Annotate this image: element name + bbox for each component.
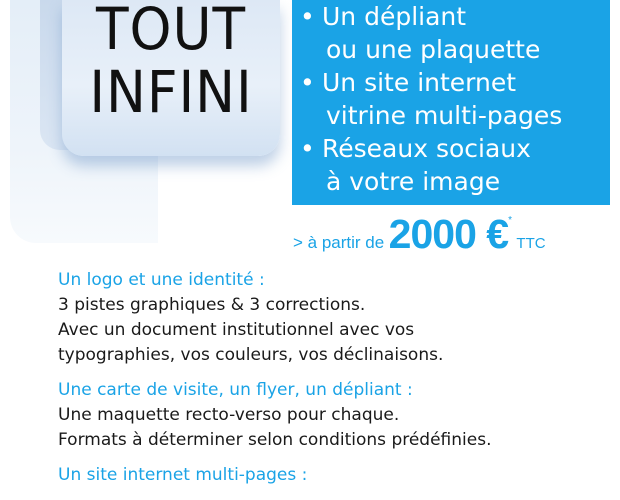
price-amount: 2000 € bbox=[388, 211, 509, 257]
offer-item bbox=[300, 132, 562, 165]
offer-item-line2: vitrine multi-pages bbox=[326, 101, 563, 130]
offer-item bbox=[300, 66, 562, 99]
offer-item-line1: Réseaux sociaux bbox=[322, 134, 531, 163]
section-print bbox=[58, 378, 618, 453]
price-suffix: TTC bbox=[516, 235, 546, 252]
box-title-line1: TOUT bbox=[96, 0, 246, 63]
offer-list bbox=[300, 0, 562, 198]
offer-panel bbox=[292, 0, 610, 205]
offer-item-continued bbox=[300, 33, 562, 66]
bullet-icon: • bbox=[300, 134, 315, 163]
price-prefix: > à partir de bbox=[293, 233, 385, 252]
section-line: Avec un document institutionnel avec vos bbox=[58, 320, 415, 340]
section-line: Formats à déterminer selon conditions prédéfinies. bbox=[58, 430, 492, 450]
price-asterisk: * bbox=[508, 215, 512, 226]
price-line bbox=[293, 211, 611, 258]
offer-item-continued bbox=[300, 99, 562, 132]
offer-item-continued bbox=[300, 165, 562, 198]
section-title: Un logo et une identité : bbox=[58, 270, 265, 290]
offer-item-line1: Un site internet bbox=[322, 68, 517, 97]
offer-item-line2: ou une plaquette bbox=[326, 35, 541, 64]
box-title-line2: INFINI bbox=[89, 58, 253, 126]
bullet-icon: • bbox=[300, 68, 315, 97]
section-logo bbox=[58, 268, 618, 368]
description-sections bbox=[58, 268, 618, 498]
section-line: typographies, vos couleurs, vos déclinaisons. bbox=[58, 345, 444, 365]
section-title: Un site internet multi-pages : bbox=[58, 465, 308, 485]
section-title: Une carte de visite, un flyer, un dépliant : bbox=[58, 380, 413, 400]
offer-item bbox=[300, 0, 562, 33]
section-website bbox=[58, 463, 618, 488]
offer-item-line2: à votre image bbox=[326, 167, 501, 196]
offer-item-line1: Un dépliant bbox=[322, 2, 467, 31]
bullet-icon: • bbox=[300, 2, 315, 31]
section-line: Une maquette recto-verso pour chaque. bbox=[58, 405, 400, 425]
section-line: 3 pistes graphiques & 3 corrections. bbox=[58, 295, 366, 315]
